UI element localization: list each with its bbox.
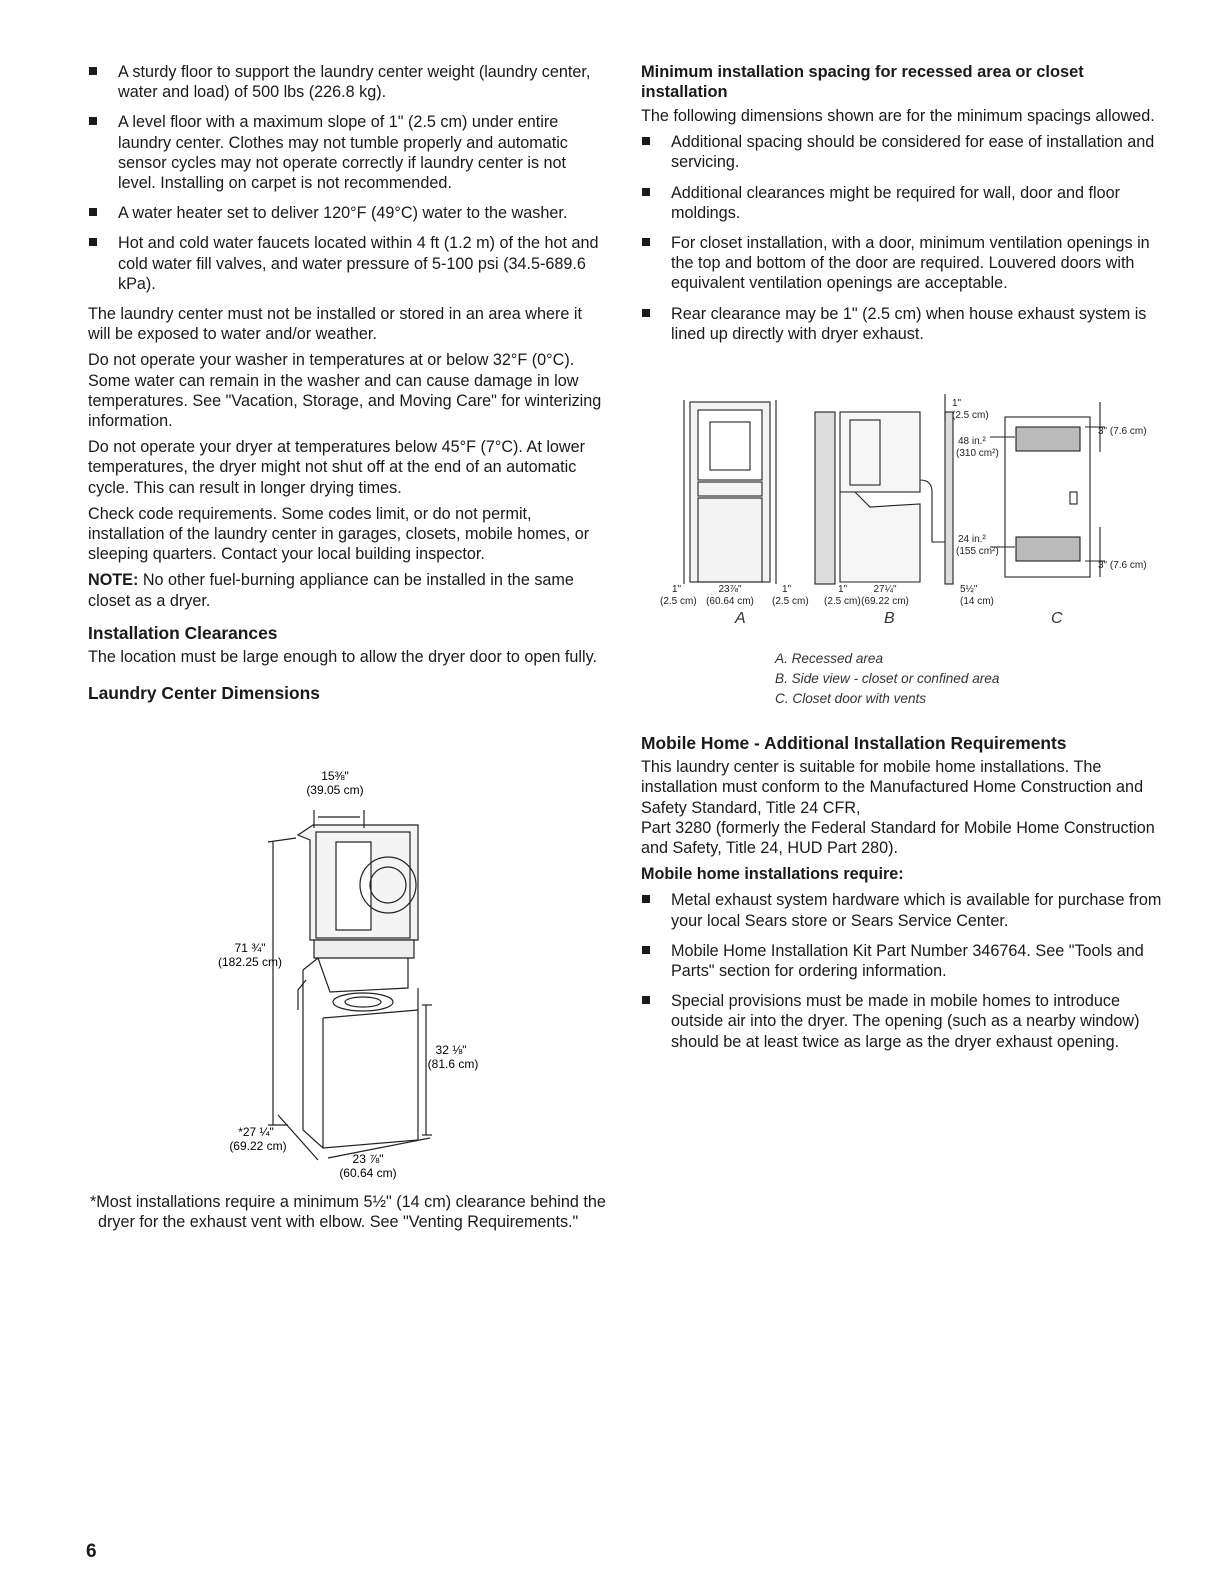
mobile-home-section	[641, 733, 1169, 1062]
vent-bot: 24 in.²	[958, 534, 986, 545]
list-item: A water heater set to deliver 120°F (49°C) water to the washer.	[88, 203, 608, 223]
page-number: 6	[86, 1541, 97, 1562]
dim-width-cm: (39.05 cm)	[306, 783, 364, 797]
vent-bot-cm: (155 cm²)	[956, 546, 999, 557]
paragraph: Do not operate your washer in temperatures at or below 32°F (0°C). Some water can remain in the washer and can cause damage in low temperatures. See "Vacation, Storage, and Moving Care" for winterizing information.	[88, 351, 602, 431]
a-mid-cm: (60.64 cm)	[706, 596, 754, 607]
list-item: For closet installation, with a door, minimum ventilation openings in the top and bottom of the door are required. Louvered doors with equivalent ventilation openings are acceptable.	[641, 233, 1169, 294]
footnote-text: *Most installations require a minimum 5½" (14 cm) clearance behind the dryer for the exhaust vent with elbow. See "Venting Requirements."	[90, 1193, 606, 1232]
right-column	[641, 62, 1169, 354]
a-left-in: 1"	[672, 584, 682, 595]
list-item: Metal exhaust system hardware which is available for purchase from your local Sears store or Sears Service Center.	[641, 890, 1169, 930]
mobile-req-list	[641, 890, 1169, 1051]
a-right-cm: (2.5 cm)	[772, 596, 809, 607]
b-left-cm: (2.5 cm)	[824, 596, 861, 607]
b-top-cm: (2.5 cm)	[952, 410, 989, 421]
vent-top: 48 in.²	[958, 436, 986, 447]
letter-a: A	[735, 610, 746, 627]
paragraph: The following dimensions shown are for the minimum spacings allowed.	[641, 107, 1155, 125]
requirements-list	[88, 62, 608, 294]
legend-item: A. Recessed area	[775, 651, 884, 666]
list-item: Mobile Home Installation Kit Part Number 346764. See "Tools and Parts" section for ordering information.	[641, 941, 1169, 981]
paragraph: Part 3280 (formerly the Federal Standard for Mobile Home Construction and Safety, Title 24, HUD Part 280).	[641, 818, 1155, 858]
a-mid-in: 23⅞"	[718, 584, 742, 595]
laundry-center-dimensions-figure	[217, 769, 508, 1180]
min-spacing-heading: Minimum installation spacing for recessed area or closet installation	[641, 63, 1084, 101]
mobile-home-heading: Mobile Home - Additional Installation Requirements	[641, 733, 1067, 753]
list-item: A level floor with a maximum slope of 1" (2.5 cm) under entire laundry center. Clothes may not tumble properly and automatic sensor cycles may not operate correctly if laundry center is not level. Installing on carpet is not recommended.	[88, 112, 608, 193]
dim-washer-in: 32 ⅛"	[435, 1043, 467, 1057]
b-left-in: 1"	[838, 584, 848, 595]
dim-depth-cm: (69.22 cm)	[229, 1139, 287, 1153]
list-item: A sturdy floor to support the laundry center weight (laundry center, water and load) of 500 lbs (226.8 kg).	[88, 62, 608, 102]
dim-width2-cm: (60.64 cm)	[339, 1166, 397, 1180]
paragraph: The location must be large enough to allow the dryer door to open fully.	[88, 648, 598, 667]
note-paragraph	[88, 570, 608, 610]
vent-top-cm: (310 cm²)	[956, 448, 999, 459]
paragraph: This laundry center is suitable for mobile home installations. The installation must conform to the Manufactured Home Construction and Safety Standard, Title 24 CFR,	[641, 758, 1144, 817]
list-item: Special provisions must be made in mobile homes to introduce outside air into the dryer. The opening (such as a nearby window) should be at least twice as large as the dryer exhaust opening.	[641, 991, 1169, 1052]
list-item: Hot and cold water faucets located within 4 ft (1.2 m) of the hot and cold water fill valves, and water pressure of 5-100 psi (34.5-689.6 kPa).	[88, 233, 608, 294]
b-right-in: 5½"	[960, 584, 978, 595]
c-top: 3" (7.6 cm)	[1098, 426, 1147, 437]
spacing-drawing	[660, 392, 1160, 637]
figure-legend	[775, 649, 999, 709]
dim-height-cm: (182.25 cm)	[217, 955, 283, 969]
dim-width-in: 15⅜"	[321, 769, 349, 783]
list-item: Additional spacing should be considered for ease of installation and servicing.	[641, 132, 1169, 172]
b-right-cm: (14 cm)	[960, 596, 994, 607]
dim-width2-in: 23 ⅞"	[352, 1152, 384, 1166]
spacing-list	[641, 132, 1169, 344]
dim-depth-in: *27 ¼"	[238, 1125, 274, 1139]
legend-item: B. Side view - closet or confined area	[775, 671, 1000, 686]
laundry-center-dimensions-heading: Laundry Center Dimensions	[88, 683, 320, 704]
paragraph: The laundry center must not be installed or stored in an area where it will be exposed to water and/or weather.	[88, 305, 582, 344]
paragraph: Check code requirements. Some codes limit, or do not permit, installation of the laundry center in garages, closets, mobile homes, or sleeping quarters. Contact your local building inspector.	[88, 504, 590, 564]
mobile-req-heading: Mobile home installations require:	[641, 865, 904, 884]
left-column	[88, 62, 608, 707]
installation-clearances-heading: Installation Clearances	[88, 622, 278, 643]
paragraph: Do not operate your dryer at temperatures below 45°F (7°C). At lower temperatures, the dryer might not shut off at the end of an automatic cycle. This can result in longer drying times.	[88, 438, 585, 497]
a-left-cm: (2.5 cm)	[660, 596, 697, 607]
dim-height-in: 71 ¾"	[234, 941, 266, 955]
footnote	[88, 1192, 608, 1238]
note-text: No other fuel-burning appliance can be installed in the same closet as a dryer.	[88, 571, 574, 610]
legend-item: C. Closet door with vents	[775, 691, 927, 706]
c-bot: 3" (7.6 cm)	[1098, 560, 1147, 571]
list-item: Additional clearances might be required for wall, door and floor moldings.	[641, 183, 1169, 223]
letter-b: B	[884, 610, 895, 627]
a-right-in: 1"	[782, 584, 792, 595]
list-item: Rear clearance may be 1" (2.5 cm) when house exhaust system is lined up directly with dryer exhaust.	[641, 304, 1169, 344]
b-mid-in: 27¼"	[873, 584, 897, 595]
spacing-figure	[660, 392, 1160, 637]
b-mid-cm: (69.22 cm)	[861, 596, 909, 607]
laundry-center-drawing	[217, 769, 508, 1180]
dim-washer-cm: (81.6 cm)	[427, 1057, 479, 1071]
note-label: NOTE:	[88, 571, 139, 590]
letter-c: C	[1051, 610, 1063, 627]
b-top-in: 1"	[952, 398, 962, 409]
